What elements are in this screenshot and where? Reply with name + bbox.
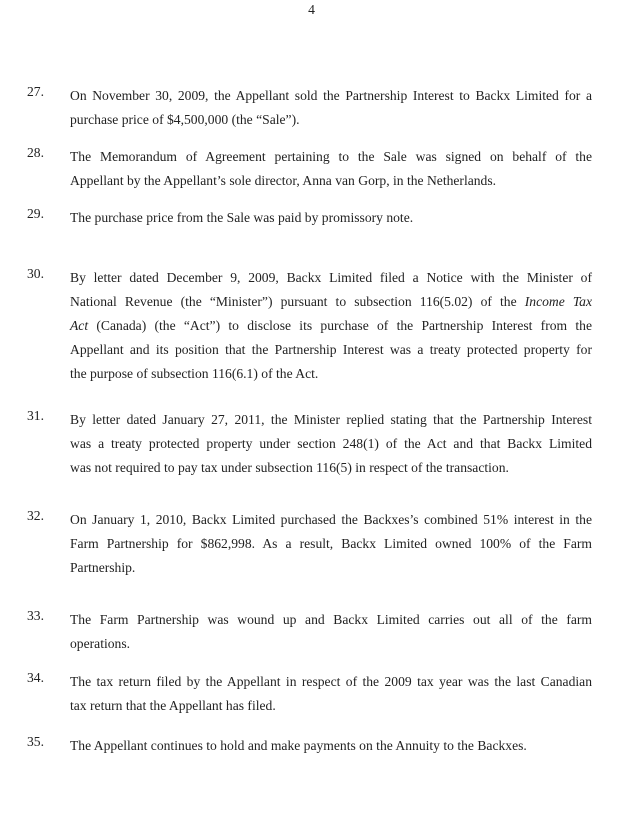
paragraph-31 xyxy=(27,408,595,480)
paragraph-text: National Revenue (the “Minister”) pursuant to subsection 116(5.02) of the xyxy=(70,294,517,309)
paragraph-number: 35. xyxy=(27,734,44,749)
paragraph-number: 30. xyxy=(27,266,44,281)
paragraph-line: The purchase price from the Sale was paid by promissory note. xyxy=(70,210,414,225)
paragraph-35 xyxy=(27,734,595,758)
paragraph-line: The Appellant continues to hold and make payments on the Annuity to the Backxes. xyxy=(70,738,527,753)
paragraph-27 xyxy=(27,84,595,132)
paragraph-33 xyxy=(27,608,595,656)
paragraph-text: (Canada) (the “Act”) to disclose its purchase of the Partnership Interest from the xyxy=(96,318,592,333)
paragraph-line: tax return that the Appellant has filed. xyxy=(70,698,276,713)
paragraph-line xyxy=(70,290,592,314)
paragraph-line: purchase price of $4,500,000 (the “Sale”). xyxy=(70,112,300,127)
paragraph-number: 29. xyxy=(27,206,44,221)
paragraph-number: 28. xyxy=(27,145,44,160)
paragraph-line: On November 30, 2009, the Appellant sold the Partnership Interest to Backx Limited for a xyxy=(70,88,592,103)
paragraph-32 xyxy=(27,508,595,580)
paragraph-line: Appellant and its position that the Partnership Interest was a treaty protected property for xyxy=(70,342,592,357)
paragraph-line: Farm Partnership for $862,998. As a result, Backx Limited owned 100% of the Farm xyxy=(70,536,592,551)
paragraph-line: was not required to pay tax under subsection 116(5) in respect of the transaction. xyxy=(70,460,509,475)
paragraph-number: 32. xyxy=(27,508,44,523)
paragraph-line: operations. xyxy=(70,636,131,651)
paragraph-number: 33. xyxy=(27,608,44,623)
page-number: 4 xyxy=(308,2,315,17)
paragraph-line: Appellant by the Appellant’s sole director, Anna van Gorp, in the Netherlands. xyxy=(70,173,497,188)
paragraph-line: The Farm Partnership was wound up and Backx Limited carries out all of the farm xyxy=(70,612,592,627)
paragraph-line: was a treaty protected property under section 248(1) of the Act and that Backx Limited xyxy=(70,436,592,451)
paragraph-line: The Memorandum of Agreement pertaining to the Sale was signed on behalf of the xyxy=(70,149,592,164)
paragraph-line: By letter dated December 9, 2009, Backx Limited filed a Notice with the Minister of xyxy=(70,270,592,285)
paragraph-30 xyxy=(27,266,595,386)
paragraph-line: the purpose of subsection 116(6.1) of the Act. xyxy=(70,366,319,381)
paragraph-line: The tax return filed by the Appellant in respect of the 2009 tax year was the last Canadian xyxy=(70,674,592,689)
paragraph-line: By letter dated January 27, 2011, the Minister replied stating that the Partnership Interest xyxy=(70,412,592,427)
paragraph-number: 31. xyxy=(27,408,44,423)
paragraph-line: Partnership. xyxy=(70,560,136,575)
paragraph-34 xyxy=(27,670,595,718)
paragraph-28 xyxy=(27,145,595,193)
statute-name: Income Tax xyxy=(524,294,593,309)
paragraph-29 xyxy=(27,206,595,230)
paragraph-number: 34. xyxy=(27,670,44,685)
paragraph-line: On January 1, 2010, Backx Limited purchased the Backxes’s combined 51% interest in the xyxy=(70,512,592,527)
paragraph-number: 27. xyxy=(27,84,44,99)
statute-name: Act xyxy=(70,318,89,333)
paragraph-line xyxy=(70,314,592,338)
